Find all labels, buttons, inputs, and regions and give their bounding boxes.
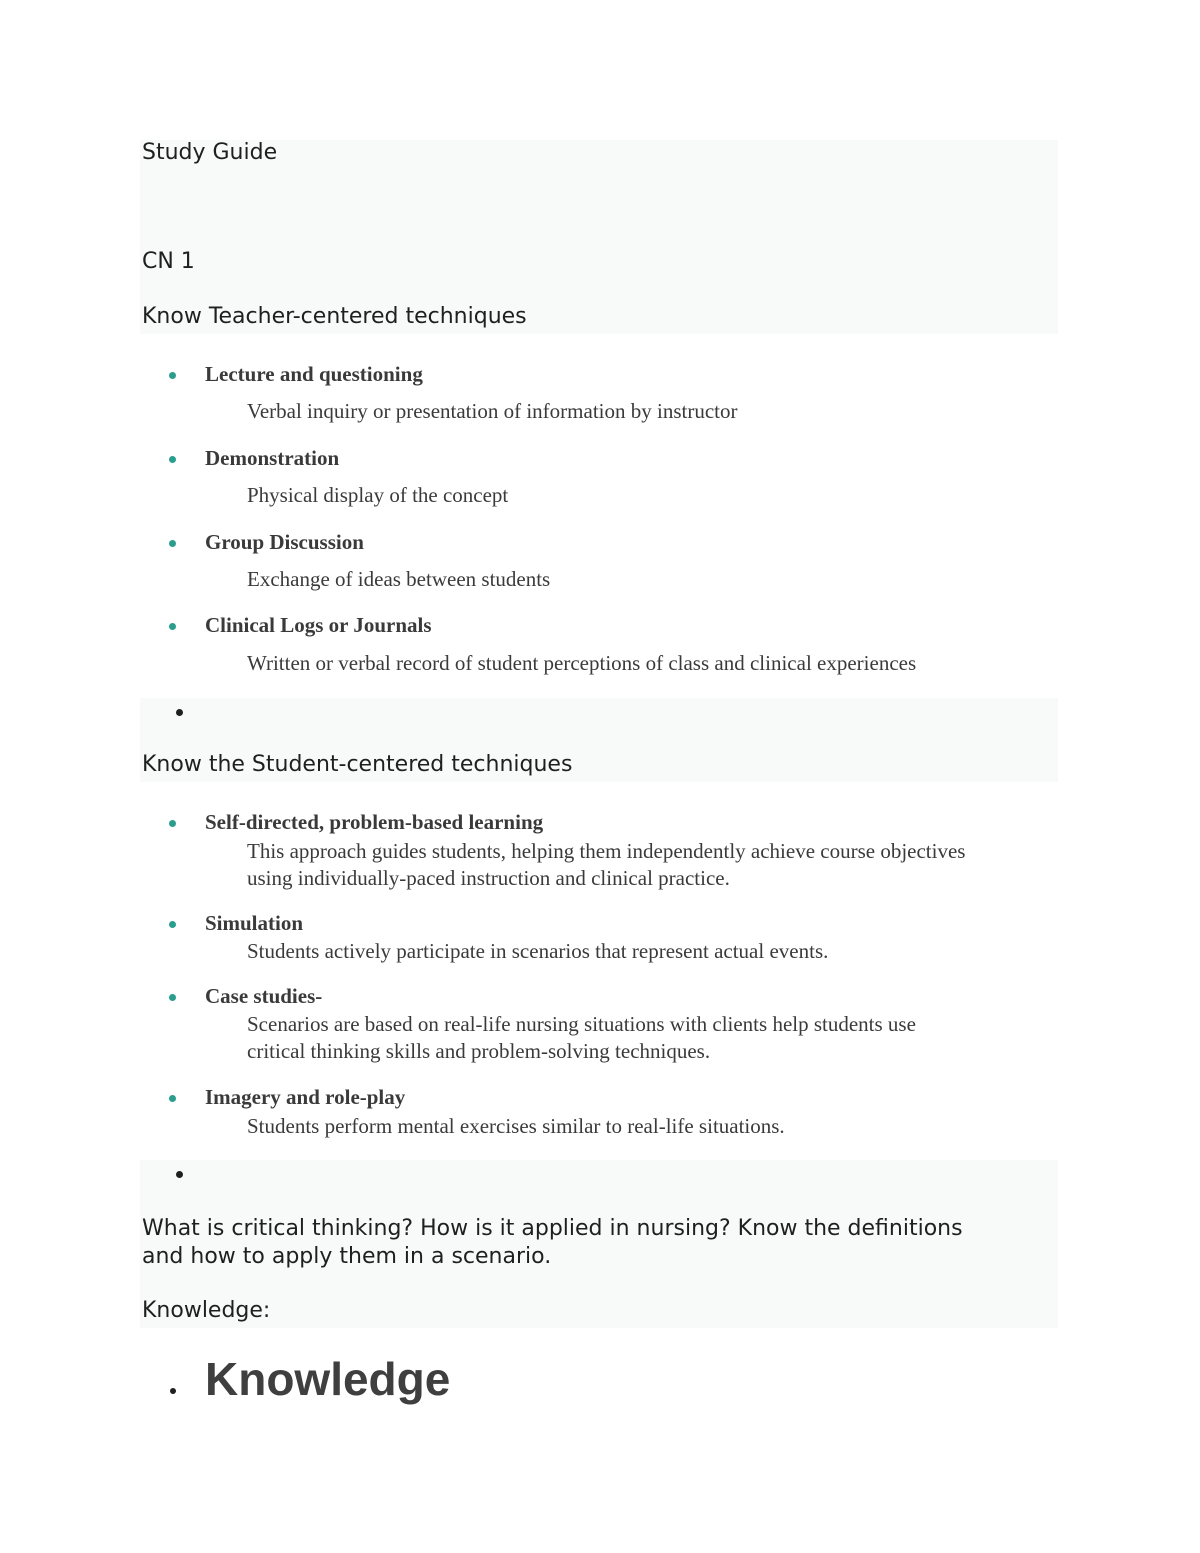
bullet-icon (169, 921, 176, 928)
question-line: and how to apply them in a scenario. (142, 1244, 552, 1269)
description-line: This approach guides students, helping them independently achieve course objectives (247, 839, 966, 863)
teacher-heading: Know Teacher-centered techniques (142, 304, 527, 329)
bullet-icon (169, 994, 176, 1001)
item-title: Group Discussion (205, 530, 364, 554)
bullet-icon (169, 372, 176, 379)
bullet-icon (169, 623, 176, 630)
bullet-icon (169, 540, 176, 547)
knowledge-bullet-icon (170, 1388, 176, 1394)
description-line: Students perform mental exercises similar to real-life situations. (247, 1114, 785, 1138)
item-description: Exchange of ideas between students (247, 567, 551, 591)
critical-thinking-question (142, 1215, 1042, 1271)
bullet-icon (169, 820, 176, 827)
item-description (247, 838, 965, 892)
item-title: Lecture and questioning (205, 362, 423, 386)
item-title: Case studies- (205, 984, 323, 1008)
description-line: Students actively participate in scenarios that represent actual events. (247, 939, 829, 963)
item-description: Physical display of the concept (247, 483, 509, 507)
description-line: critical thinking skills and problem-solving techniques. (247, 1039, 711, 1063)
description-line: Scenarios are based on real-life nursing situations with clients help students use (247, 1012, 916, 1036)
student-heading: Know the Student-centered techniques (142, 752, 573, 777)
item-description (247, 1011, 916, 1065)
item-description: Verbal inquiry or presentation of information by instructor (247, 399, 738, 423)
knowledge-label: Knowledge: (142, 1298, 271, 1323)
item-title: Demonstration (205, 446, 340, 470)
knowledge-heading: Knowledge (205, 1353, 451, 1405)
bullet-icon (169, 1095, 176, 1102)
item-title: Clinical Logs or Journals (205, 613, 432, 637)
document-title: Study Guide (142, 140, 278, 165)
item-title: Imagery and role-play (205, 1085, 406, 1109)
description-line: using individually-paced instruction and clinical practice. (247, 866, 730, 890)
section-label: CN 1 (142, 249, 195, 274)
item-title: Self-directed, problem-based learning (205, 810, 544, 834)
item-description: Written or verbal record of student perceptions of class and clinical experiences (247, 651, 917, 675)
item-description (247, 938, 828, 965)
item-description (247, 1113, 785, 1140)
empty-bullet-icon (176, 1171, 183, 1178)
empty-bullet-icon (176, 709, 183, 716)
bullet-icon (169, 456, 176, 463)
item-title: Simulation (205, 911, 304, 935)
question-line: What is critical thinking? How is it applied in nursing? Know the definitions (142, 1216, 963, 1241)
